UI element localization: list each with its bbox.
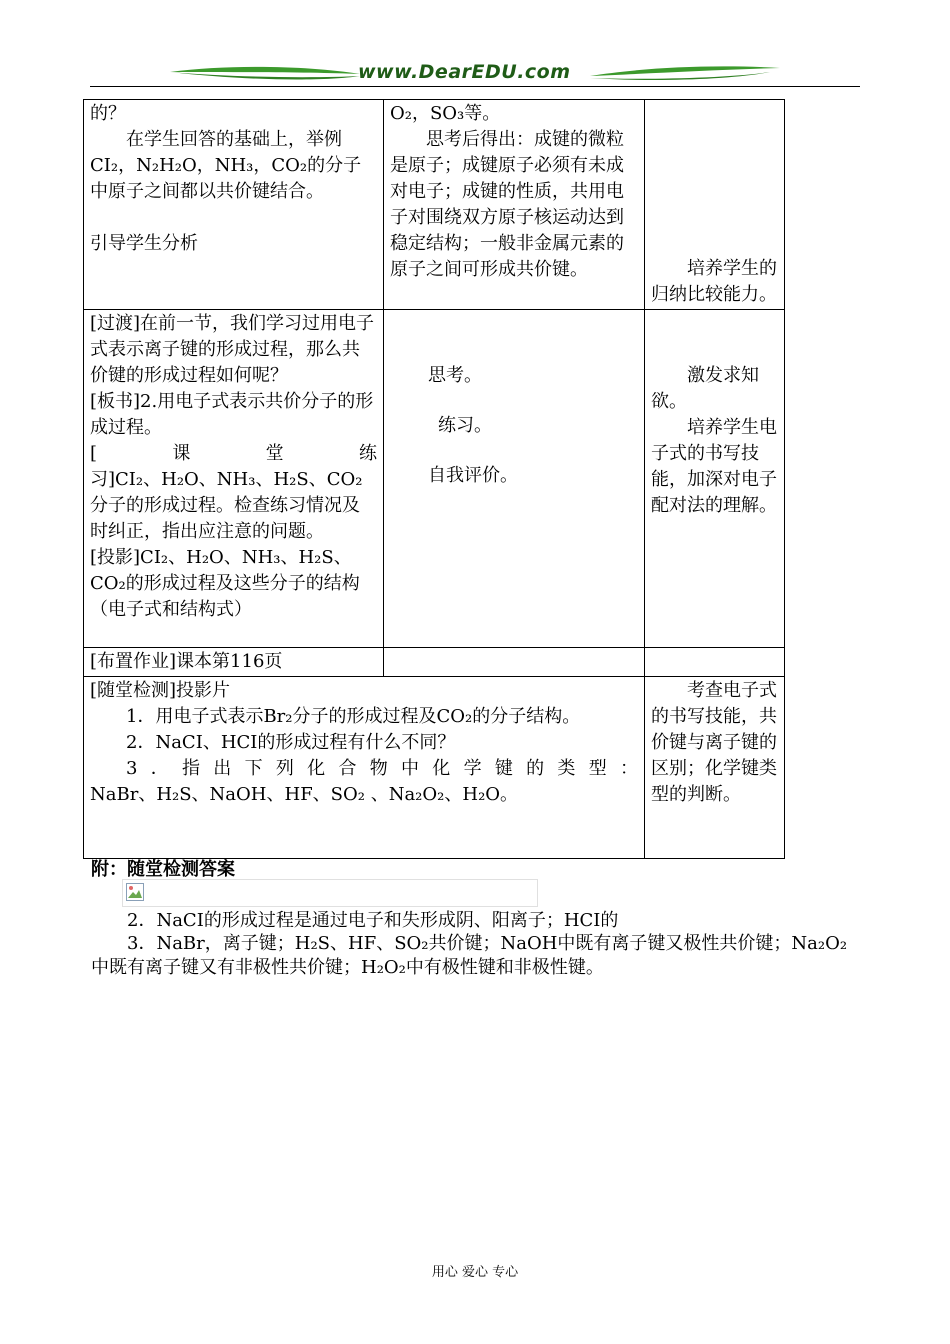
site-logo-text: www.DearEDU.com — [358, 61, 571, 83]
cell-text: 思考后得出：成键的微粒是原子；成键原子必须有未成对电子；成键的性质，共用电子对围绕双方原子核运动达到稳定结构；一般非金属元素的原子之间可形成共价键。 — [390, 129, 624, 280]
appendix-line: 中既有离子键又有非极性共价键；H₂O₂中有极性键和非极性键。 — [91, 957, 604, 978]
table-row — [84, 100, 785, 310]
appendix-line: 3．NaBr，离子键；H₂S、HF、SO₂共价键；NaOH中既有离子键又极性共价键；Na₂O₂ — [127, 933, 848, 954]
appendix-line: 2．NaCI的形成过程是通过电子和失形成阴、阳离子；HCI的 — [127, 910, 619, 931]
intent-cell — [645, 310, 785, 648]
cell-text: 1．用电子式表示Br₂分子的形成过程及CO₂的分子结构。 — [126, 706, 581, 727]
cell-text: NaBr、H₂S、NaOH、HF、SO₂ 、Na₂O₂、H₂O。 — [90, 784, 519, 805]
cell-text: 2．NaCI、HCI的形成过程有什么不同？ — [126, 732, 456, 753]
header-rule — [90, 86, 860, 87]
broken-image-icon — [126, 883, 144, 901]
cell-text: 引导学生分析 — [90, 233, 198, 254]
intent-cell — [645, 100, 785, 310]
cell-text: [投影]CI₂、H₂O、NH₃、H₂S、CO₂的形成过程及这些分子的结构（电子式和结构式） — [90, 547, 360, 620]
cell-text: [板书]2.用电子式表示共价分子的形成过程。 — [90, 391, 374, 438]
table-row — [84, 677, 785, 859]
student-cell — [384, 648, 645, 677]
table-row — [84, 648, 785, 677]
teacher-cell — [84, 310, 384, 648]
cell-text: [布置作业]课本第116页 — [90, 651, 283, 672]
cell-text: [课堂练 — [90, 443, 377, 464]
cell-text: [过渡]在前一节，我们学习过用电子式表示离子键的形成过程，那么共价键的形成过程如何呢？ — [90, 313, 375, 386]
quiz-cell — [84, 677, 645, 859]
cell-text: 激发求知欲。 — [651, 365, 759, 412]
student-cell — [384, 310, 645, 648]
cell-text: 培养学生电子式的书写技能，加深对电子配对法的理解。 — [651, 417, 777, 516]
cell-text: 在学生回答的基础上，举例CI₂，N₂H₂O，NH₃，CO₂的分子中原子之间都以共价键结合。 — [90, 129, 362, 202]
cell-text: 思考。 — [428, 365, 482, 386]
cell-text: 自我评价。 — [428, 465, 518, 486]
cell-text: 3．指出下列化合物中化学键的类型： — [126, 758, 638, 779]
cell-text: 的？ — [90, 103, 126, 124]
cell-text: O₂，SO₃等。 — [390, 103, 501, 124]
broken-image-placeholder — [122, 879, 538, 907]
cell-text: 培养学生的归纳比较能力。 — [651, 258, 777, 305]
page-footer: 用心 爱心 专心 — [431, 1265, 519, 1280]
cell-text: [随堂检测]投影片 — [90, 680, 231, 701]
table-row — [84, 310, 785, 648]
cell-text: 考查电子式的书写技能，共价键与离子键的区别；化学键类型的判断。 — [651, 680, 777, 805]
intent-cell — [645, 648, 785, 677]
cell-text: 练习。 — [438, 415, 492, 436]
appendix-title: 附：随堂检测答案 — [91, 859, 235, 880]
intent-cell — [645, 677, 785, 859]
student-cell — [384, 100, 645, 310]
lesson-table — [83, 99, 785, 859]
teacher-cell — [84, 648, 384, 677]
cell-text: 习]CI₂、H₂O、NH₃、H₂S、CO₂分子的形成过程。检查练习情况及时纠正，指出应注意的问题。 — [90, 469, 363, 542]
teacher-cell — [84, 100, 384, 310]
